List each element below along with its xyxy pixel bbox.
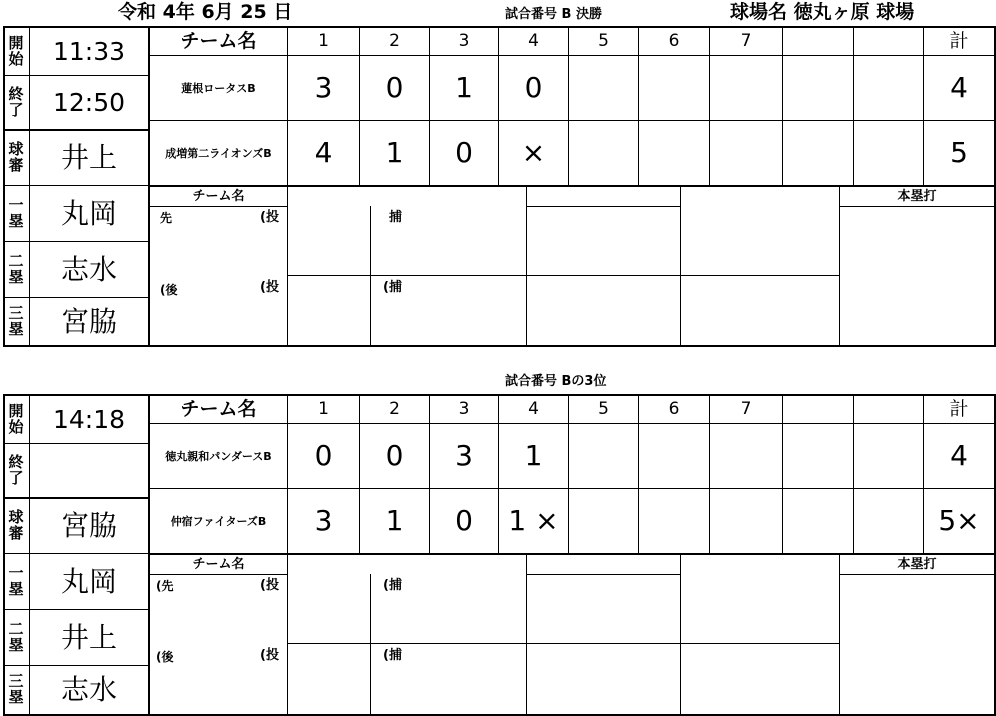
start-time: 11:33	[52, 37, 126, 66]
base3-label: 三 塁	[8, 303, 24, 338]
inning-header: 6	[668, 31, 680, 51]
team-name-header: チーム名	[180, 30, 257, 52]
base3-umpire-name: 宮脇	[60, 304, 117, 338]
end-label: 終 了	[8, 452, 24, 487]
base1-umpire-name: 丸岡	[60, 564, 117, 598]
inning-header: 7	[740, 399, 752, 419]
inning-score: 1	[385, 136, 404, 169]
team-name-header: チーム名	[180, 398, 257, 420]
inning-header: 1	[318, 31, 329, 51]
first-batting-label: 先	[160, 211, 173, 225]
total-score: 4	[950, 439, 968, 472]
catcher-label: 捕	[389, 210, 403, 225]
catcher-label: (捕	[383, 578, 402, 593]
pitcher-label: (投	[260, 578, 279, 593]
game-date: 令和 4年 6月 25 日	[118, 1, 293, 23]
inning-header: 5	[598, 31, 609, 51]
start-label: 開 始	[8, 401, 24, 436]
inning-score: 1	[524, 439, 543, 472]
total-header: 計	[949, 398, 969, 420]
catcher-label: (捕	[383, 648, 402, 663]
base2-label: 二 塁	[8, 619, 24, 654]
inning-header: 7	[740, 31, 752, 51]
inning-header: 4	[528, 399, 539, 419]
team-name: 蓮根ロータスB	[181, 81, 256, 95]
inning-score: 0	[385, 71, 404, 104]
base1-label: 一 塁	[8, 563, 24, 598]
first-batting-label: (先	[156, 579, 174, 593]
inning-header: 1	[318, 399, 329, 419]
homerun-header: 本塁打	[897, 189, 937, 204]
second-batting-label: (後	[156, 650, 174, 664]
total-header: 計	[949, 30, 969, 52]
total-score: 4	[950, 71, 968, 104]
inning-score: 3	[455, 439, 473, 472]
inning-score: 0	[385, 439, 404, 472]
first-game-label: 試合番号 B 決勝	[505, 7, 602, 22]
inning-score: 0	[455, 136, 473, 169]
catcher-label: (捕	[383, 280, 402, 295]
total-score: 5	[950, 136, 968, 169]
inning-header: 2	[389, 399, 400, 419]
inning-header: 3	[458, 31, 470, 51]
inning-score: 0	[314, 439, 333, 472]
stadium-label: 球場名 徳丸ヶ原 球場	[730, 1, 915, 23]
homerun-header: 本塁打	[897, 557, 937, 572]
pitcher-label: (投	[260, 210, 279, 225]
inning-score: ×	[521, 136, 546, 169]
inning-score: 0	[455, 504, 473, 537]
inning-score: 4	[314, 136, 333, 169]
total-score: 5×	[938, 504, 980, 537]
inning-score: 3	[314, 504, 333, 537]
lower-team-header: チーム名	[192, 557, 245, 572]
second-game-label: 試合番号 Bの3位	[505, 374, 607, 389]
umpire-name: 井上	[60, 141, 117, 174]
inning-header: 3	[458, 399, 470, 419]
inning-header: 5	[598, 399, 609, 419]
inning-header: 6	[668, 399, 680, 419]
team-name: 仲宿ファイターズB	[170, 514, 267, 528]
base1-umpire-name: 丸岡	[60, 196, 117, 230]
base3-label: 三 塁	[8, 672, 24, 706]
inning-header: 4	[528, 31, 539, 51]
base1-label: 一 塁	[8, 195, 24, 230]
umpire-label: 球 審	[8, 508, 24, 542]
base2-label: 二 塁	[8, 251, 24, 286]
team-name: 徳丸親和パンダースB	[165, 449, 272, 463]
inning-score: 0	[524, 71, 543, 104]
umpire-name: 宮脇	[60, 509, 117, 542]
inning-header: 2	[389, 31, 400, 51]
base3-umpire-name: 志水	[60, 673, 117, 706]
pitcher-label: (投	[260, 280, 279, 295]
base2-umpire-name: 井上	[60, 620, 117, 654]
second-batting-label: (後	[160, 283, 178, 297]
inning-score: 1	[385, 504, 404, 537]
inning-score: 1 ×	[508, 504, 559, 537]
team-name: 成増第二ライオンズB	[165, 146, 272, 160]
pitcher-label: (投	[260, 648, 279, 663]
umpire-label: 球 審	[8, 140, 24, 174]
start-time: 14:18	[52, 405, 126, 434]
end-time	[30, 444, 148, 497]
lower-team-header: チーム名	[192, 189, 245, 204]
end-time: 12:50	[52, 88, 126, 117]
base2-umpire-name: 志水	[60, 252, 117, 286]
inning-score: 1	[455, 71, 473, 104]
end-label: 終 了	[8, 84, 24, 119]
inning-score: 3	[314, 71, 333, 104]
start-label: 開 始	[8, 33, 24, 68]
